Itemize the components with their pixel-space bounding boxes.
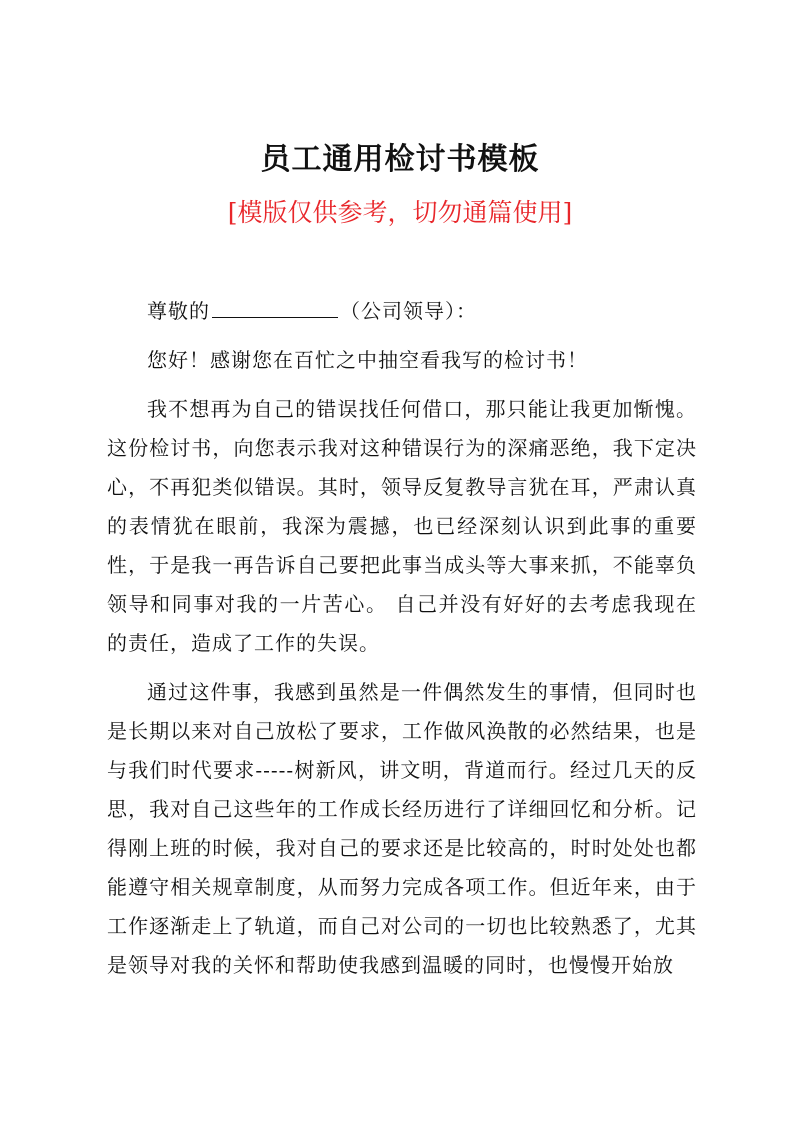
- document-body: [107, 292, 697, 985]
- salutation: [107, 292, 697, 331]
- paragraph-1: 我不想再为自己的错误找任何借口，那只能让我更加惭愧。这份检讨书，向您表示我对这种错误行为的深痛恶绝，我下定决心，不再犯类似错误。其时，领导反复教导言犹在耳，严肃认真的表情犹在眼前，我深为震撼，也已经深刻认识到此事的重要性，于是我一再告诉自己要把此事当成头等大事来抓，不能辜负领导和同事对我的一片苦心。 自己并没有好好的去考虑我现在的责任，造成了工作的失误。: [107, 397, 697, 655]
- greeting: 您好！感谢您在百忙之中抽空看我写的检讨书！: [147, 348, 588, 372]
- recipient-blank: [212, 297, 338, 318]
- salutation-prefix: 尊敬的: [147, 299, 210, 323]
- paragraph-2: 通过这件事，我感到虽然是一件偶然发生的事情，但同时也是长期以来对自己放松了要求，工作做风涣散的必然结果，也是与我们时代要求-----树新风，讲文明，背道而行。经过几天的反思，我对自己这些年的工作成长经历进行了详细回忆和分析。记得刚上班的时候，我对自己的要求还是比较高的，时时处处也都能遵守相关规章制度，从而努力完成各项工作。但近年来，由于工作逐渐走上了轨道，而自己对公司的一切也比较熟悉了，尤其是领导对我的关怀和帮助使我感到温暖的同时，也慢慢开始放: [107, 680, 697, 977]
- document-title: 员工通用检讨书模板: [260, 142, 540, 177]
- document-subtitle: [模版仅供参考，切勿通篇使用]: [227, 198, 573, 227]
- salutation-suffix: （公司领导）：: [340, 299, 477, 323]
